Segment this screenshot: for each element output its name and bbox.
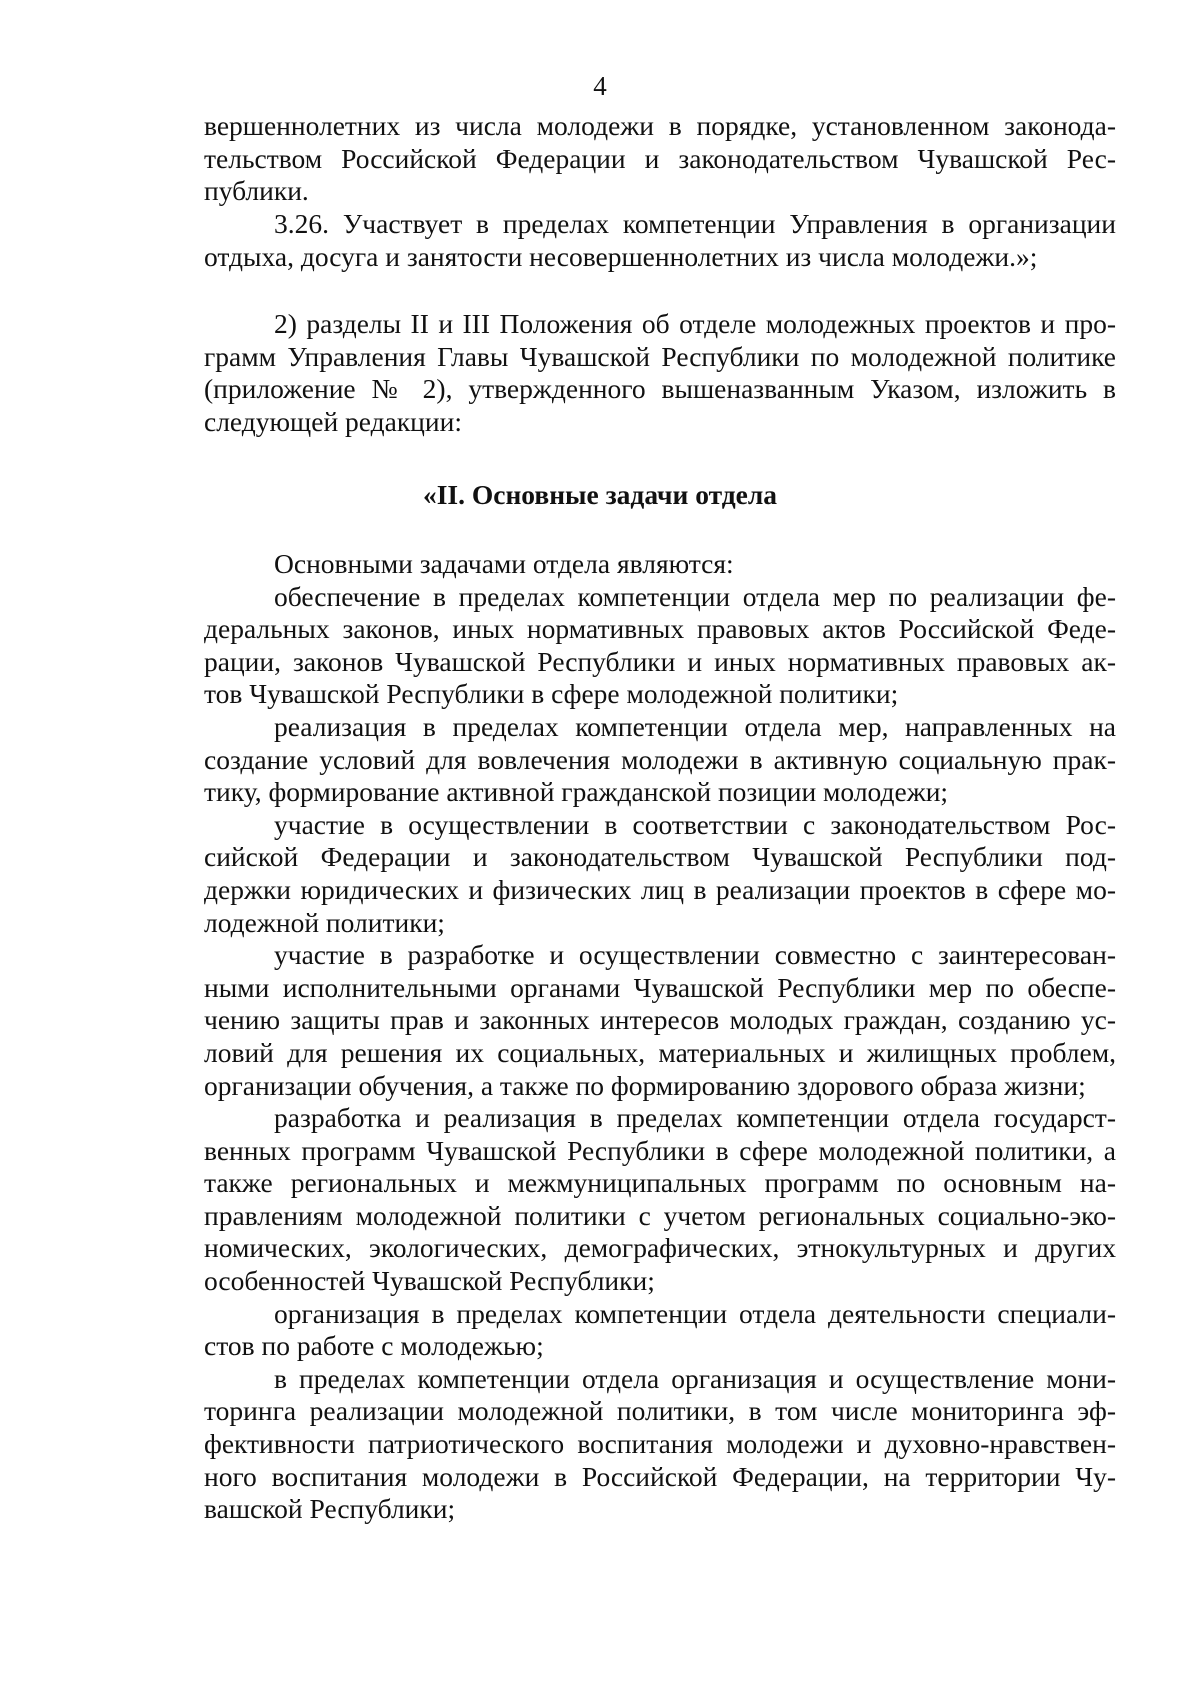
text-line: (приложение № 2), утвержденного вышеназванным Указом, изложить в: [204, 373, 1116, 405]
text-line: разработка и реализация в пределах компетенции отдела государст-: [274, 1102, 1116, 1134]
text-line: фективности патриотического воспитания молодежи и духовно-нравствен-: [204, 1428, 1116, 1460]
task-item: [204, 1102, 1116, 1298]
text-line: рации, законов Чувашской Республики и иных нормативных правовых ак-: [204, 645, 1116, 677]
text-line: стов по работе с молодежью;: [204, 1330, 544, 1362]
text-line: 3.26. Участвует в пределах компетенции Управления в организации: [274, 208, 1116, 239]
text-line: организации обучения, а также по формированию здорового образа жизни;: [204, 1069, 1086, 1101]
task-item: [204, 939, 1116, 1102]
text-line: особенностей Чувашской Республики;: [204, 1265, 655, 1297]
task-item: [204, 581, 1116, 711]
text-line: обеспечение в пределах компетенции отдела мер по реализации фе-: [274, 580, 1116, 612]
page-number: 4: [593, 71, 607, 101]
task-item: [204, 711, 1116, 809]
text-line: тику, формирование активной гражданской позиции молодежи;: [204, 776, 949, 808]
text-line: 2) разделы II и III Положения об отделе молодежных проектов и про-: [274, 308, 1116, 339]
text-line: грамм Управления Главы Чувашской Республики по молодежной политике: [204, 340, 1116, 372]
text-line: следующей редакции:: [204, 405, 462, 437]
text-line: держки юридических и физических лиц в реализации проектов в сфере мо-: [204, 873, 1116, 905]
text-line: венных программ Чувашской Республики в сфере молодежной политики, а: [204, 1134, 1116, 1166]
text-line: участие в разработке и осуществлении совместно с заинтересован-: [274, 939, 1116, 971]
tasks-intro: Основными задачами отдела являются:: [274, 548, 734, 579]
text-line: тельством Российской Федерации и законодательством Чувашской Рес-: [204, 142, 1116, 174]
text-line: правлениям молодежной политики с учетом региональных социально-эко-: [204, 1199, 1116, 1231]
paragraph-2-amendment: [204, 308, 1116, 438]
text-line: деральных законов, иных нормативных правовых актов Российской Феде-: [204, 613, 1116, 645]
text-line: ными исполнительными органами Чувашской Республики мер по обеспе-: [204, 971, 1116, 1003]
tasks-section: [204, 548, 1116, 1526]
text-line: сийской Федерации и законодательством Чувашской Республики под-: [204, 841, 1116, 873]
text-line: номических, экологических, демографических, этнокультурных и других: [204, 1232, 1116, 1264]
task-item: [204, 1298, 1116, 1363]
text-line: в пределах компетенции отдела организация и осуществление мони-: [274, 1362, 1116, 1394]
text-line: тов Чувашской Республики в сфере молодежной политики;: [204, 678, 899, 710]
text-line: создание условий для вовлечения молодежи в активную социальную прак-: [204, 743, 1116, 775]
text-line: вершеннолетних из числа молодежи в порядке, установленном законода-: [204, 110, 1116, 141]
text-line: ного воспитания молодежи в Российской Федерации, на территории Чу-: [204, 1460, 1116, 1492]
text-line: участие в осуществлении в соответствии с законодательством Рос-: [274, 808, 1116, 840]
text-line: отдыха, досуга и занятости несовершеннолетних из числа молодежи.»;: [204, 240, 1038, 272]
text-line: торинга реализации молодежной политики, в том числе мониторинга эф-: [204, 1395, 1116, 1427]
task-item: [204, 809, 1116, 939]
paragraph-3-26: [204, 208, 1116, 273]
text-line: чению защиты прав и законных интересов молодых граждан, созданию ус-: [204, 1004, 1116, 1036]
text-line: также региональных и межмуниципальных программ по основным на-: [204, 1167, 1116, 1199]
text-line: организация в пределах компетенции отдела деятельности специали-: [274, 1297, 1116, 1329]
paragraph-intro-continuation: [204, 110, 1116, 208]
text-line: лодежной политики;: [204, 906, 445, 938]
text-line: ловий для решения их социальных, материальных и жилищных проблем,: [204, 1036, 1116, 1068]
section-heading: «II. Основные задачи отдела: [422, 479, 778, 510]
text-line: реализация в пределах компетенции отдела мер, направленных на: [274, 710, 1116, 742]
task-item: [204, 1363, 1116, 1526]
text-line: вашской Республики;: [204, 1493, 456, 1525]
text-line: публики.: [204, 175, 309, 207]
